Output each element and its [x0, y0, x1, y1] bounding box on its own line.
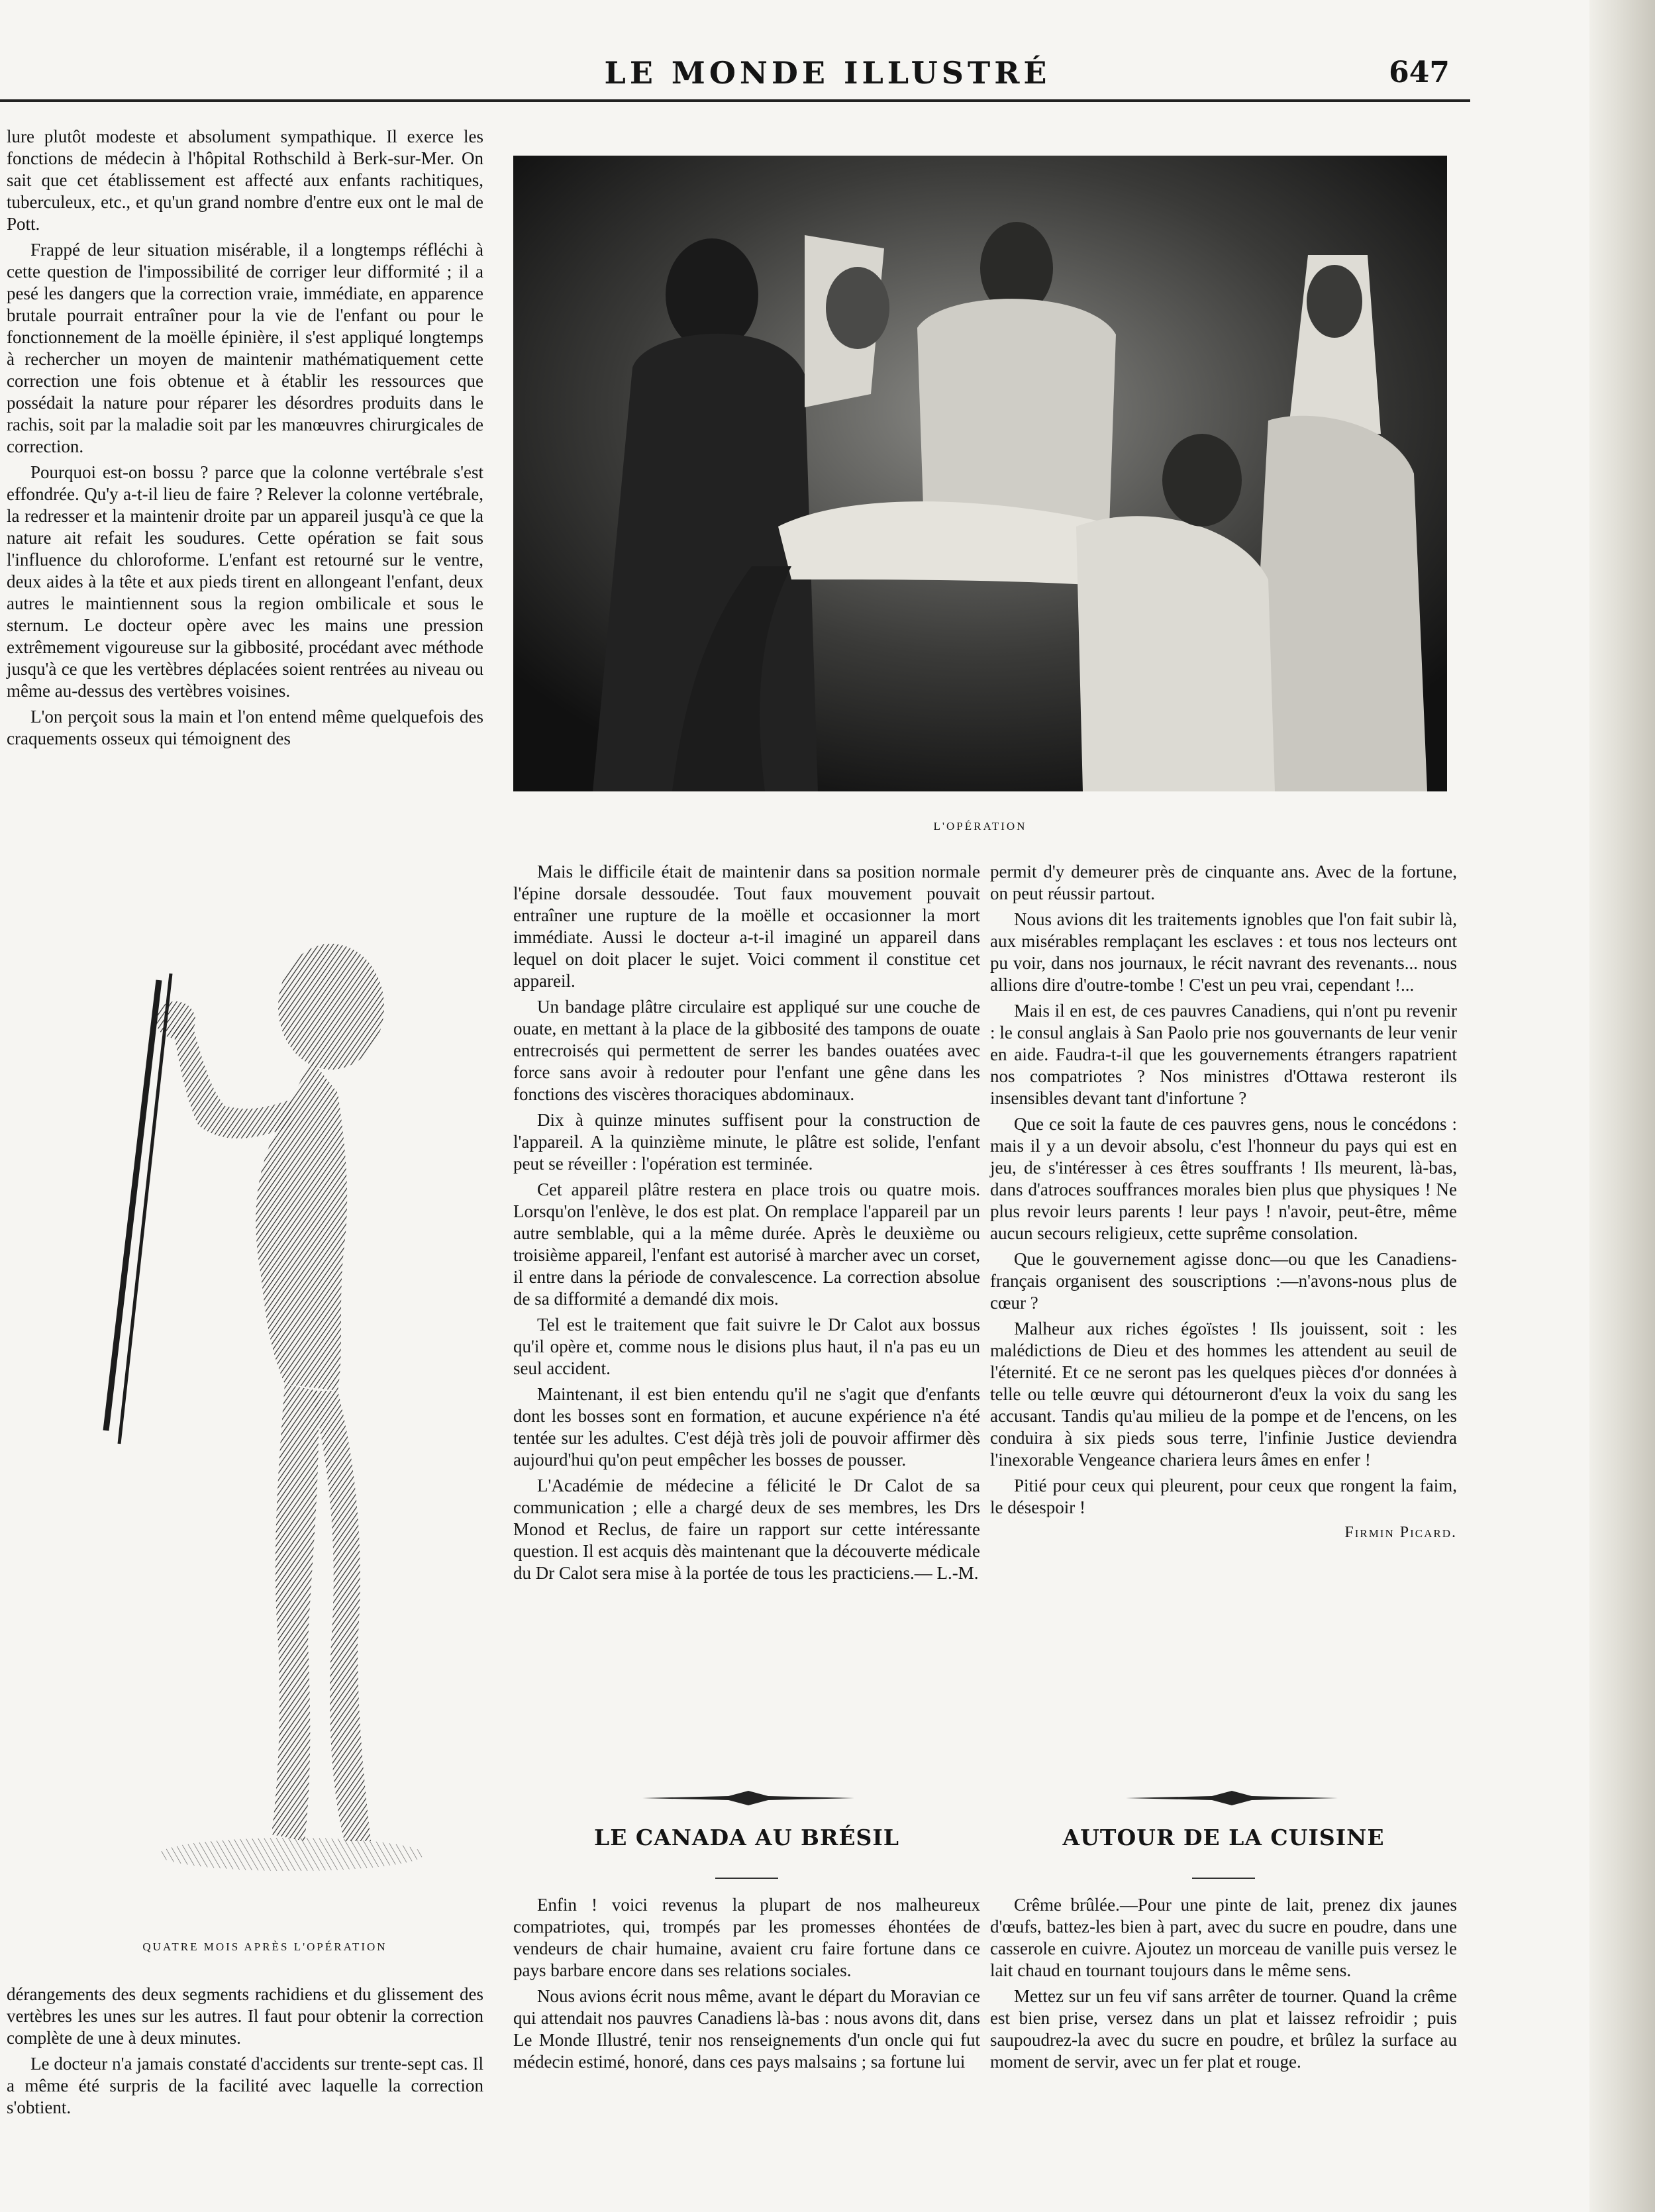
paragraph: Que ce soit la faute de ces pauvres gens, nous le concédons : mais il y a un devoir absolu, c'est l'honneur du pays qui est en jeu, de s'intéresser à ces êtres souffrants ! Ils meurent, là-bas, dans d'atroces souffrances morales bien plus que physiques ! Ne plus revoir leurs parents ! leur pays ! n'avoir, peut-être, même aucun secours religieux, cette suprême consolation.: [990, 1114, 1457, 1243]
paragraph: Pourquoi est-on bossu ? parce que la colonne vertébrale s'est effondrée. Qu'y a-t-il lieu de faire ? Relever la colonne vertébrale, la redresser et la maintenir droite par un appareil jusqu'à ce que la nature ait refait les soudures. Cette opération se fait sous l'influence du chloroforme. L'enfant est retourné sur le ventre, deux aides à la tête et aux pieds tirent en allongeant l'enfant, deux autres le maintiennent sous la region ombilicale et sous le sternum. Le docteur opère avec les mains une pression extrêmement vigoureuse sur la gibbosité, procédant avec méthode jusqu'à ce que les vertèbres déplacées soient rentrées au niveau ou même au-dessus des vertèbres voisines.: [7, 462, 483, 701]
header-rule: [0, 99, 1470, 102]
paragraph: Enfin ! voici revenus la plupart de nos malheureux compatriotes, qui, trompés par les promesses éhontées de vendeurs de chair humaine, avaient cru faire fortune dans ce pays barbare encore dans ses relations sociales.: [513, 1895, 980, 1980]
canada-heading: LE CANADA AU BRÉSIL: [593, 1825, 899, 1850]
ornament-separator: [636, 1788, 861, 1808]
paragraph: Que le gouvernement agisse donc—ou que les Canadiens-français organisent des souscriptions :—n'avons-nous plus de cœur ?: [990, 1249, 1457, 1313]
paragraph: Dix à quinze minutes suffisent pour la construction de l'appareil. A la quinzième minute, le plâtre est solide, l'enfant peut se réveiller : l'opération est terminée.: [513, 1110, 980, 1174]
ornament-separator: [1119, 1788, 1344, 1808]
right-column: [990, 861, 1457, 1542]
paragraph: Le docteur n'a jamais constaté d'accidents sur trente-sept cas. Il a même été surpris de la facilité avec laquelle la correction s'obtient.: [7, 2054, 483, 2117]
left-column-bottom: [7, 1984, 483, 2119]
paragraph: L'on perçoit sous la main et l'on entend même quelquefois des craquements osseux qui témoignent des: [7, 707, 483, 748]
paragraph: Tel est le traitement que fait suivre le Dr Calot aux bossus qu'il opère et, comme nous le disions plus haut, il n'a pas eu un seul accident.: [513, 1315, 980, 1378]
author-signature: Firmin Picard.: [1344, 1524, 1457, 1541]
left-column-top: [7, 126, 483, 750]
paragraph: Maintenant, il est bien entendu qu'il ne s'agit que d'enfants dont les bosses sont en formation, et aucune expérience n'a été tentée sur les adultes. C'est déjà très joli de pouvoir affirmer dès aujourd'hui qu'on peut empêcher les bosses de pousser.: [513, 1384, 980, 1470]
paragraph: dérangements des deux segments rachidiens et du glissement des vertèbres les unes sur les autres. Il faut pour obtenir la correction complète de une à deux minutes.: [7, 1984, 483, 2048]
page-edge-shadow: [1589, 0, 1655, 2212]
cuisine-article: [990, 1894, 1457, 2073]
child-caption: QUATRE MOIS APRÈS L'OPÉRATION: [142, 1940, 387, 1953]
paragraph: Cet appareil plâtre restera en place trois ou quatre mois. Lorsqu'on l'enlève, le dos est plat. On remplace l'appareil par un autre semblable, qui a la même durée. Après le deuxième ou troisième appareil, l'enfant est autorisé à marcher avec un corset, il entre dans la période de convalescence. La correction absolue de sa difformité a demandé dix mois.: [513, 1180, 980, 1309]
heading-rule: [1192, 1878, 1255, 1879]
paragraph: Mettez sur un feu vif sans arrêter de tourner. Quand la crême est bien prise, versez dans un plat et laissez refroidir ; puis saupoudrez-la avec du sucre en poudre, et brûlez la surface au moment de servir, avec un fer plat et rouge.: [990, 1986, 1457, 2072]
paragraph: L'Académie de médecine a félicité le Dr Calot de sa communication ; elle a chargé deux de ses membres, les Drs Monod et Reclus, de faire un rapport sur cette intéressante question. Il est acquis dès maintenant que la découverte médicale du Dr Calot sera mise à la portée de tous les practiciens.— L.-M.: [513, 1476, 980, 1583]
operation-photograph: [513, 156, 1447, 791]
paragraph: Pitié pour ceux qui pleurent, pour ceux que rongent la faim, le désespoir !: [990, 1476, 1457, 1517]
paragraph: lure plutôt modeste et absolument sympathique. Il exerce les fonctions de médecin à l'hôpital Rothschild à Berk-sur-Mer. On sait que cet établissement est affecté aux enfants rachitiques, tuberculeux, etc., et qu'un grand nombre d'entre eux ont le mal de Pott.: [7, 126, 483, 234]
heading-rule: [715, 1878, 778, 1879]
cuisine-heading: AUTOUR DE LA CUISINE: [1062, 1825, 1385, 1850]
operation-scene: [513, 156, 1447, 791]
paragraph: Un bandage plâtre circulaire est appliqué sur une couche de ouate, en mettant à la place de la gibbosité des tampons de ouate entrecroisés qui permettent de serrer les bandes ouatées avec force sans avoir à redouter pour l'enfant une gêne dans les fonctions des viscères thoraciques abdominaux.: [513, 997, 980, 1104]
paragraph: Nous avions dit les traitements ignobles que l'on fait subir là, aux misérables remplaçant les esclaves : et tous nos lecteurs ont pu voir, dans nos journaux, le récit navrant des revenants... nous allions dire d'outre-tombe ! C'est un peu vrai, cependant !...: [990, 909, 1457, 995]
paragraph: permit d'y demeurer près de cinquante ans. Avec de la fortune, on peut réussir partout.: [990, 862, 1457, 903]
canada-article: [513, 1894, 980, 2073]
paragraph: Crême brûlée.—Pour une pinte de lait, prenez dix jaunes d'œufs, battez-les bien à part, avec du sucre en poudre, dans une casserole en cuivre. Ajoutez un morceau de vanille puis versez le lait chaud en tournant toujours dans le même sens.: [990, 1895, 1457, 1980]
middle-column: [513, 861, 980, 1584]
paragraph: Mais il en est, de ces pauvres Canadiens, qui n'ont pu revenir : le consul anglais à San Paolo prie nos gouvernants de leur venir en aide. Faudra-t-il que les gouvernements étrangers rapatrient nos compatriotes ? Nos ministres d'Ottawa resteront ils insensibles devant tant d'infortune ?: [990, 1001, 1457, 1108]
masthead-title: LE MONDE ILLUSTRÉ: [604, 55, 1051, 91]
operation-caption: L'OPÉRATION: [933, 820, 1027, 832]
paragraph: Nous avions écrit nous même, avant le départ du Moravian ce qui attendait nos pauvres Canadiens là-bas : nous avons dit, dans Le Monde Illustré, tenir nos renseignements d'un oncle qui fut médecin estimé, honoré, dans ces pays malsains ; sa fortune lui: [513, 1986, 980, 2072]
child-figure-engraving: [93, 927, 437, 1887]
child-illustration: [93, 927, 437, 1887]
paragraph: Mais le difficile était de maintenir dans sa position normale l'épine dorsale dessoudée. Tout faux mouvement pouvait entraîner une rupture de la moëlle et occasionner la mort immédiate. Aussi le docteur a-t-il imaginé un appareil dans lequel on doit placer le sujet. Voici comment il constitue cet appareil.: [513, 862, 980, 991]
paragraph: Frappé de leur situation misérable, il a longtemps réfléchi à cette question de l'impossibilité de corriger leur difformité ; il a pesé les dangers que la correction vraie, immédiate, en apparence brutale pourrait entraîner pour la vie de l'enfant ou pour le fonctionnement de la moëlle épinière, il s'est appliqué longtemps à rechercher un moyen de maintenir mathématiquement cette correction une fois obtenue et à établir les ressources que possédait la nature pour réparer les désordres produits dans le rachis, soit par la maladie soit par les manœuvres chirurgicales de correction.: [7, 240, 483, 456]
paragraph: Malheur aux riches égoïstes ! Ils jouissent, soit : les malédictions de Dieu et des hommes les attendent au seuil de l'éternité. Et ce ne seront pas les quelques pièces d'or données à telle ou telle œuvre qui détourneront d'eux la voix du sang les accusant. Tandis qu'au milieu de la pompe et de l'encens, on les conduira à six pieds sous terre, l'infinie Justice deviendra l'inexorable Vengeance chariera leurs âmes en enfer !: [990, 1319, 1457, 1470]
page-number: 647: [1389, 56, 1450, 89]
